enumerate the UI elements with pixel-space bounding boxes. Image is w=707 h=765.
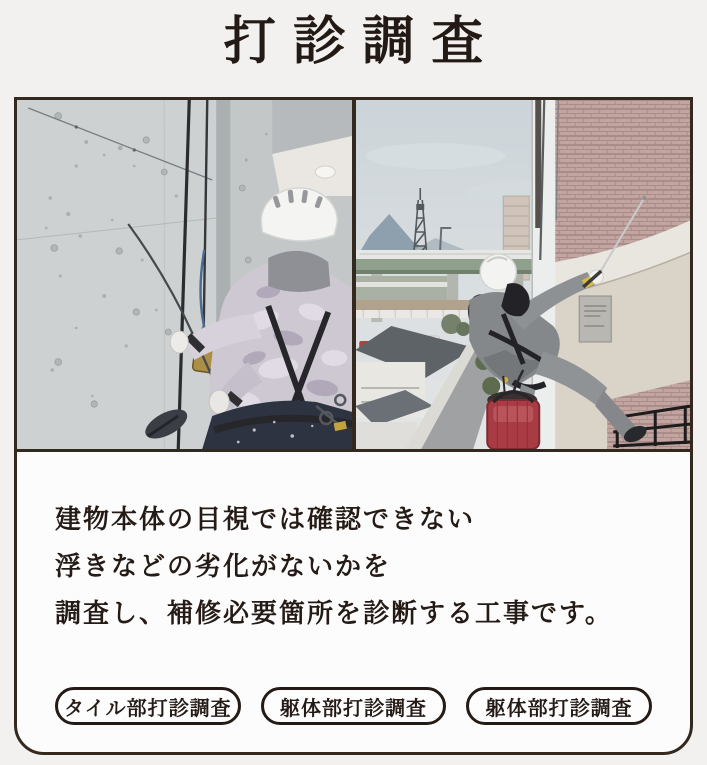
tag-frame-hammering-survey[interactable]: 躯体部打診調査 xyxy=(261,687,447,725)
survey-tag-list xyxy=(55,687,652,725)
content-panel xyxy=(14,97,693,755)
description-line-1: 建物本体の目視では確認できない xyxy=(55,504,476,534)
tag-tile-hammering-survey[interactable]: タイル部打診調査 xyxy=(55,687,241,725)
page-title: 打診調査 xyxy=(223,13,501,71)
photo-tile-facade-inspection xyxy=(356,100,691,449)
rope-access-worker-concrete-wall-illustration xyxy=(17,100,352,449)
wall-sign-panel xyxy=(579,296,611,342)
description-block xyxy=(17,452,690,725)
description-line-2: 浮きなどの劣化がないかを xyxy=(55,551,392,581)
description-line-3: 調査し、補修必要箇所を診断する工事です。 xyxy=(55,598,613,628)
tag-frame-hammering-survey-2[interactable]: 躯体部打診調査 xyxy=(466,687,652,725)
photo-strip xyxy=(17,100,690,452)
rope-access-worker-tile-facade-illustration xyxy=(356,100,691,449)
photo-concrete-wall-inspection xyxy=(17,100,352,449)
